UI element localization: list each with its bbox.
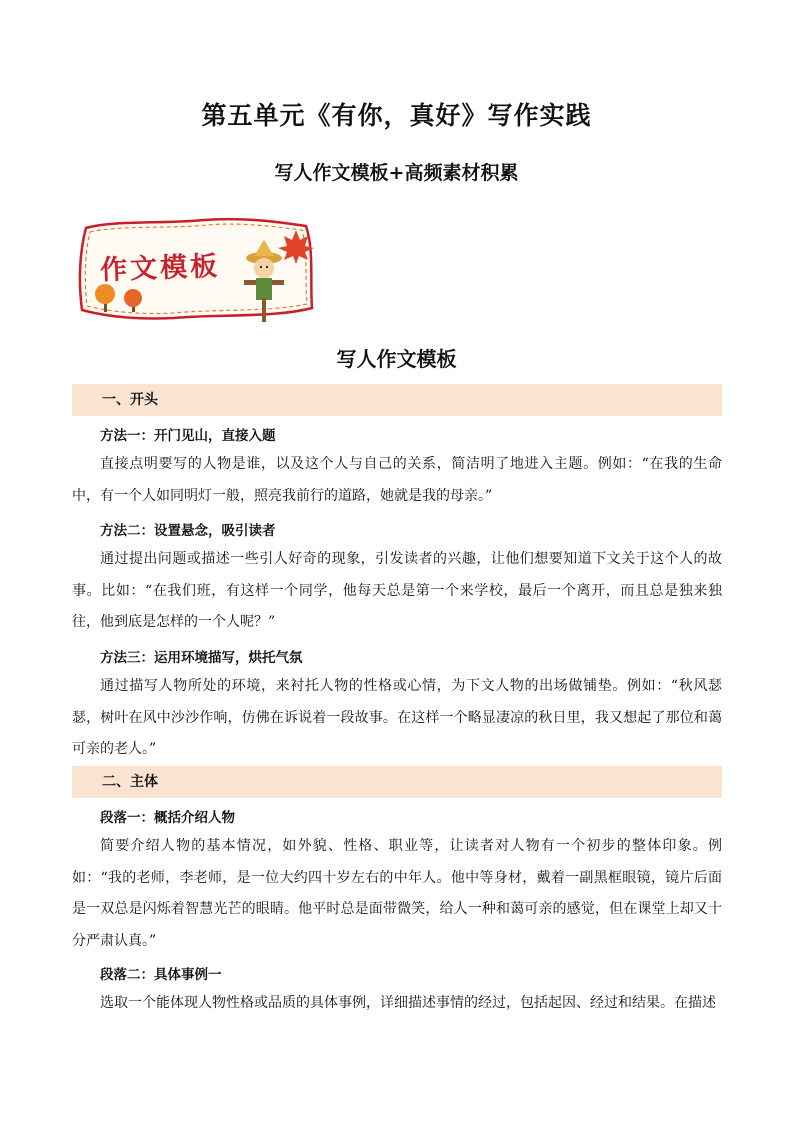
section-heading: 写人作文模板 [336, 347, 457, 371]
subsection-title: 段落一：概括介绍人物 [100, 810, 235, 826]
document-title: 第五单元《有你，真好》写作实践 [201, 101, 592, 130]
section-bar-body: 二、主体 [72, 766, 722, 798]
subsection-title: 方法三：运用环境描写，烘托气氛 [100, 650, 303, 666]
subsection-title: 方法二：设置悬念，吸引读者 [100, 523, 276, 539]
paragraph: 通过提出问题或描述一些引人好奇的现象，引发读者的兴趣，让他们想要知道下文关于这个人的故事。比如：“在我们班，有这样一个同学，他每天总是第一个来学校，最后一个离开，而且总是独来独往，他到底是怎样的一个人呢？” [72, 551, 722, 630]
badge-label: 作文模板 [99, 250, 221, 287]
subsection-title: 方法一：开门见山，直接入题 [100, 428, 276, 444]
subsection-title: 段落二：具体事例一 [100, 967, 222, 983]
section-bar-opening: 一、开头 [72, 384, 722, 416]
document-subtitle: 写人作文模板+高频素材积累 [274, 162, 519, 184]
paragraph: 简要介绍人物的基本情况，如外貌、性格、职业等，让读者对人物有一个初步的整体印象。例如：“我的老师，李老师，是一位大约四十岁左右的中年人。他中等身材，戴着一副黑框眼镜，镜片后面是一双总是闪烁着智慧光芒的眼睛。他平时总是面带微笑，给人一种和蔼可亲的感觉，但在课堂上却又十分严肃认真。” [72, 838, 722, 949]
paragraph: 通过描写人物所处的环境，来衬托人物的性格或心情，为下文人物的出场做铺垫。例如：“秋风瑟瑟，树叶在风中沙沙作响，仿佛在诉说着一段故事。在这样一个略显凄凉的秋日里，我又想起了那位和蔼可亲的老人。” [72, 678, 722, 757]
paragraph: 选取一个能体现人物性格或品质的具体事例，详细描述事情的经过，包括起因、经过和结果。在描述 [100, 995, 716, 1011]
template-badge [74, 210, 324, 330]
paragraph: 直接点明要写的人物是谁，以及这个人与自己的关系，简洁明了地进入主题。例如：“在我的生命中，有一个人如同明灯一般，照亮我前行的道路，她就是我的母亲。” [72, 456, 722, 504]
